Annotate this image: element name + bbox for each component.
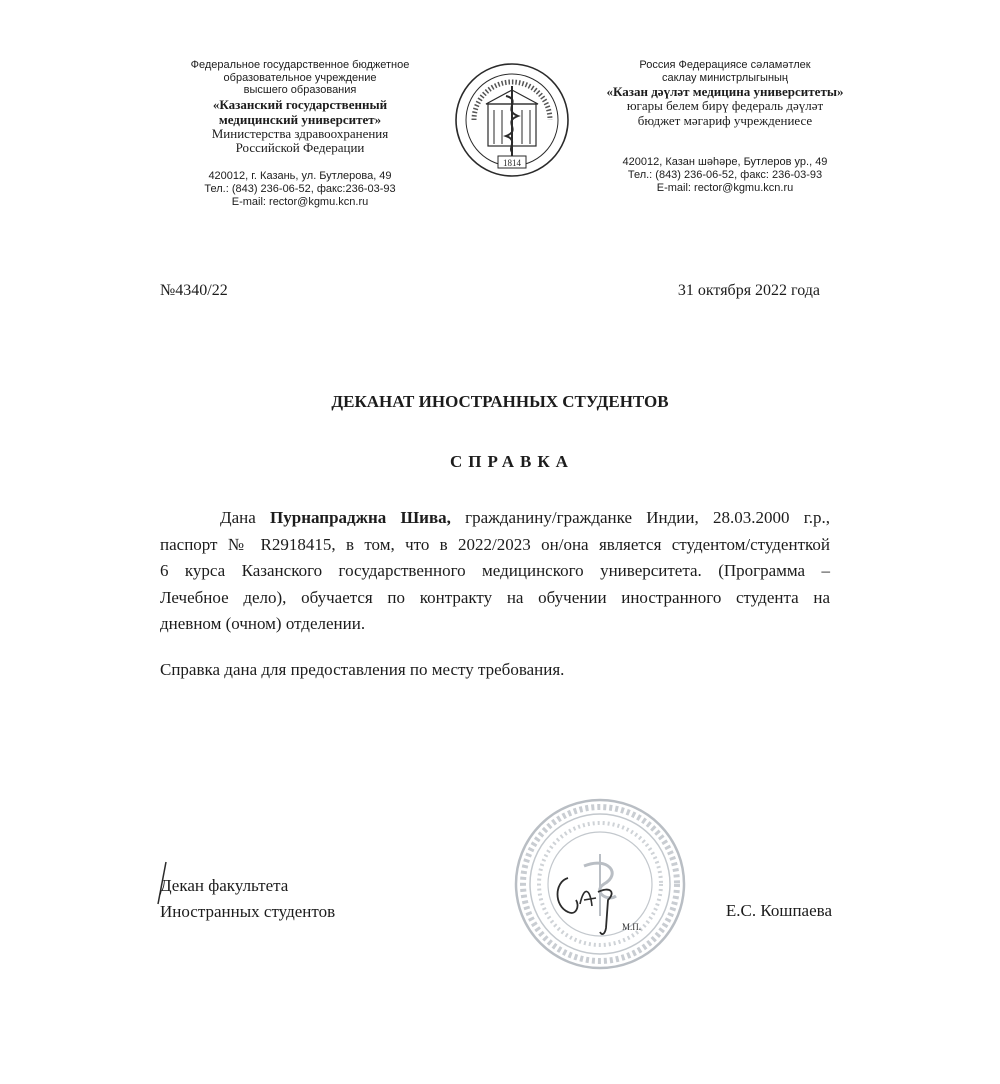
body-line [160, 505, 830, 532]
signatory-title-line: Иностранных студентов [160, 902, 336, 921]
org-name: «Казанский государственный [212, 96, 388, 112]
document-number: №4340/22 [160, 282, 228, 299]
org-line: Россия Федерациясе сәламәтлек [639, 59, 811, 71]
svg-text:1814: 1814 [503, 158, 521, 168]
org-line: югары белем бирү федераль дәүләт [626, 98, 824, 113]
body-line: 6 курса Казанского государственного медицинского университета. (Программа – [160, 561, 830, 580]
handwritten-signature-icon [550, 866, 630, 938]
org-line: бюджет мәгариф учреждениесе [637, 112, 813, 128]
org-line: Министерства здравоохранения [211, 125, 389, 141]
address: 420012, г. Казань, ул. Бутлерова, 49 [208, 169, 392, 182]
university-emblem-icon [452, 60, 572, 185]
letterhead-left [150, 59, 450, 209]
phone: Тел.: (843) 236-06-52, факс: 236-03-93 [627, 169, 823, 181]
org-line: саклау министрлыгының [661, 71, 789, 84]
email: E-mail: rector@kgmu.kcn.ru [656, 182, 794, 194]
document-title: СПРАВКА [450, 452, 574, 471]
student-name: Пурнапраджна Шива, [270, 508, 451, 527]
body-text: гражданину/гражданке Индии, 28.03.2000 г.р., [450, 508, 831, 527]
org-name: «Казан дәүләт медицина университеты» [606, 84, 844, 99]
body-line: дневном (очном) отделении. [160, 614, 366, 633]
body-line: Лечебное дело), обучается по контракту на обучении иностранного студента на [160, 587, 830, 607]
signatory-title [160, 873, 335, 925]
letterhead-right [575, 59, 875, 195]
signatory-name: Е.С. Кошпаева [725, 901, 832, 920]
address: 420012, Казан шәһәре, Бутлеров ур., 49 [622, 156, 828, 168]
org-line: высшего образования [243, 84, 357, 96]
org-line: Российской Федерации [235, 140, 365, 155]
certificate-body [160, 505, 830, 638]
department-heading: ДЕКАНАТ ИНОСТРАННЫХ СТУДЕНТОВ [331, 392, 669, 411]
org-line: образовательное учреждение [223, 71, 377, 84]
org-name: медицинский университет» [218, 111, 382, 127]
body-line: паспорт № R2918415, в том, что в 2022/2023 он/она является студентом/студенткой [160, 534, 830, 554]
body-text: Дана [220, 508, 271, 527]
phone: Тел.: (843) 236-06-52, факс:236-03-93 [204, 182, 396, 195]
stamp-place-mark: М.П. [622, 922, 642, 932]
document-date: 31 октября 2022 года [677, 282, 820, 299]
signatory-title-line: Декан факультета [160, 876, 289, 895]
org-line: Федеральное государственное бюджетное [190, 59, 410, 71]
closing-statement: Справка дана для предоставления по месту требования. [160, 660, 565, 679]
email: E-mail: rector@kgmu.kcn.ru [231, 195, 369, 208]
